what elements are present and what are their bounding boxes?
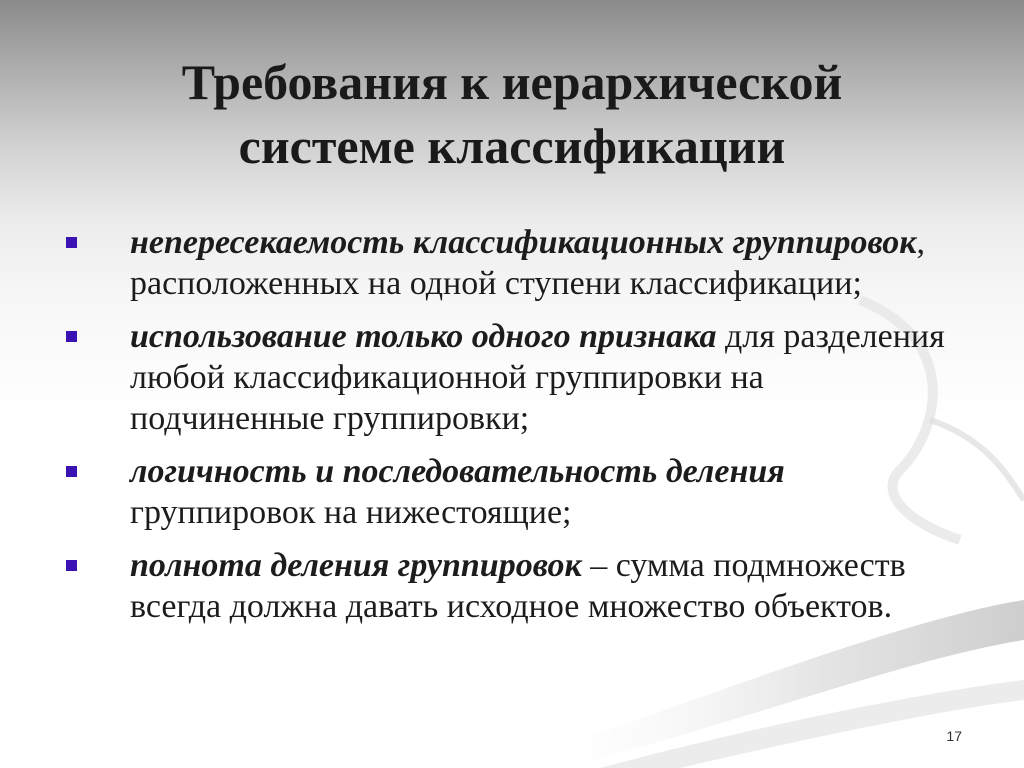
item-emphasis: использование только одного признака	[130, 318, 717, 355]
list-item	[64, 222, 964, 304]
square-bullet-icon	[66, 560, 77, 571]
title-line-2: системе классификации	[238, 118, 786, 174]
item-text: – сумма подмножеств всегда должна давать исходное множество объектов.	[130, 547, 906, 625]
square-bullet-icon	[66, 237, 77, 248]
requirements-list	[64, 222, 964, 639]
item-text: для разделения любой классификационной группировки на подчиненные группировки;	[130, 318, 945, 437]
item-emphasis: логичность и последовательность деления	[130, 453, 785, 490]
square-bullet-icon	[66, 466, 77, 477]
item-emphasis: полнота деления группировок	[130, 547, 582, 584]
square-bullet-icon	[66, 331, 77, 342]
item-text: , расположенных на одной ступени классификации;	[130, 224, 925, 302]
slide-title	[0, 50, 1024, 178]
item-emphasis: непересекаемость классификационных группировок	[130, 224, 917, 261]
title-line-1: Требования к иерархической	[181, 54, 843, 110]
item-text: группировок на нижестоящие;	[130, 494, 572, 531]
list-item	[64, 316, 964, 439]
list-item	[64, 545, 964, 627]
list-item	[64, 451, 964, 533]
slide-number: 17	[946, 728, 962, 744]
